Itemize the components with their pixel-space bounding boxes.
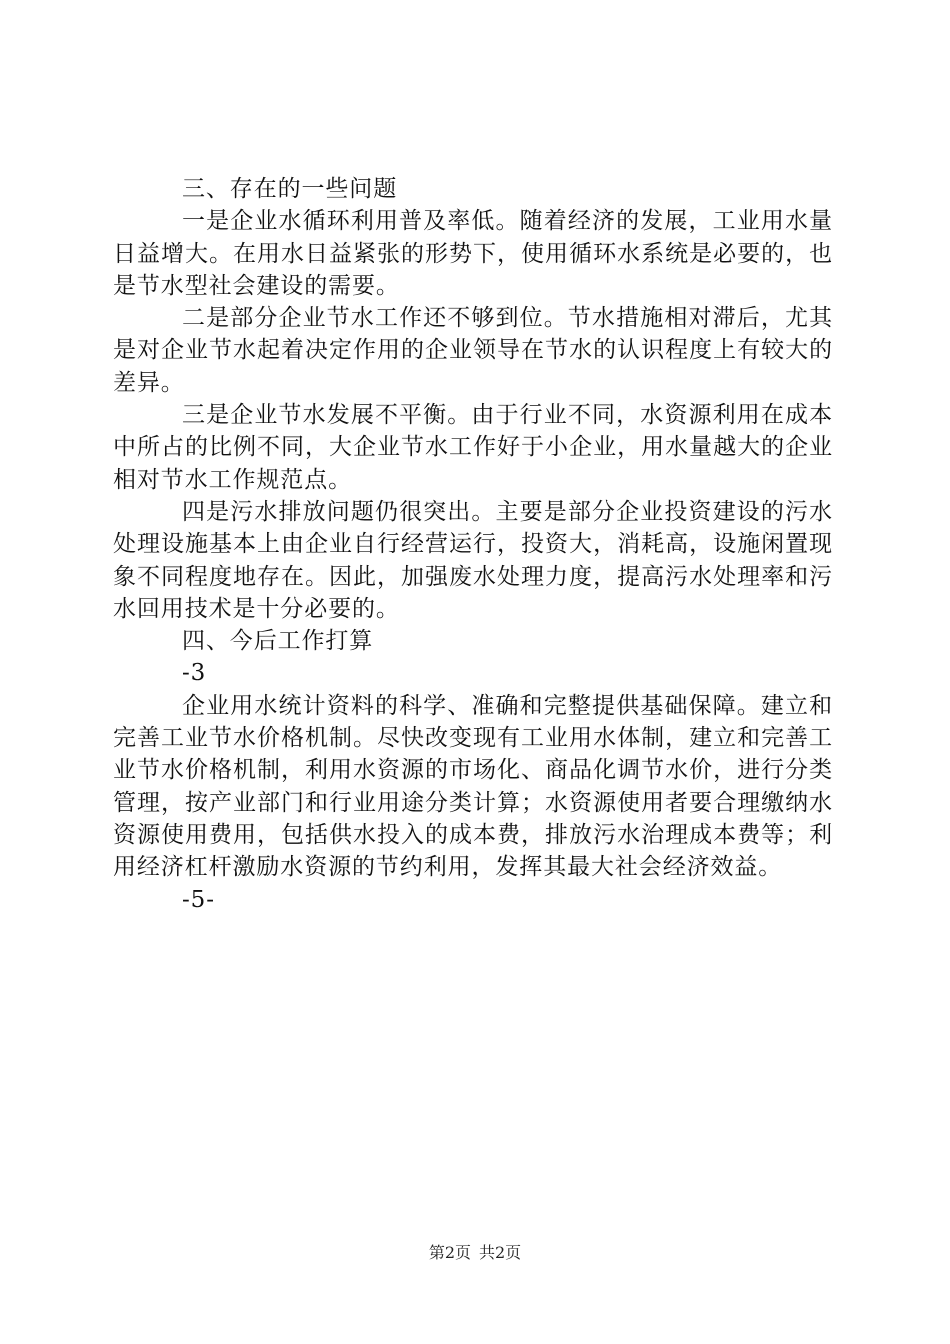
paragraph-problem-1: 一是企业水循环利用普及率低。随着经济的发展，工业用水量日益增大。在用水日益紧张的形势下，使用循环水系统是必要的，也是节水型社会建设的需要。 bbox=[113, 208, 833, 299]
document-body bbox=[113, 173, 833, 916]
paragraph-problem-4: 四是污水排放问题仍很突出。主要是部分企业投资建设的污水处理设施基本上由企业自行经营运行，投资大，消耗高，设施闲置现象不同程度地存在。因此，加强废水处理力度，提高污水处理率和污水回用技术是十分必要的。 bbox=[113, 498, 833, 622]
section-heading-plans: 四、今后工作打算 bbox=[182, 628, 374, 655]
paragraph-problem-3: 三是企业节水发展不平衡。由于行业不同，水资源利用在成本中所占的比例不同，大企业节水工作好于小企业，用水量越大的企业相对节水工作规范点。 bbox=[113, 402, 833, 493]
paragraph-problem-2: 二是部分企业节水工作还不够到位。节水措施相对滞后，尤其是对企业节水起着决定作用的企业领导在节水的认识程度上有较大的差异。 bbox=[113, 305, 833, 396]
footer-page-number: 第2页 bbox=[428, 1243, 471, 1262]
paragraph-plans: 企业用水统计资料的科学、准确和完整提供基础保障。建立和完善工业节水价格机制。尽快改变现有工业用水体制，建立和完善工业节水价格机制，利用水资源的市场化、商品化调节水价，进行分类管理，按产业部门和行业用途分类计算；水资源使用者要合理缴纳水资源使用费用，包括供水投入的成本费，排放污水治理成本费等；利用经济杠杆激励水资源的节约利用，发挥其最大社会经济效益。 bbox=[113, 692, 833, 881]
inline-page-marker-5: -5- bbox=[182, 886, 215, 913]
section-heading-problems: 三、存在的一些问题 bbox=[182, 176, 398, 202]
page-footer bbox=[0, 1243, 950, 1263]
footer-total-pages: 共2页 bbox=[479, 1243, 522, 1262]
inline-page-marker-3: -3 bbox=[182, 660, 207, 687]
